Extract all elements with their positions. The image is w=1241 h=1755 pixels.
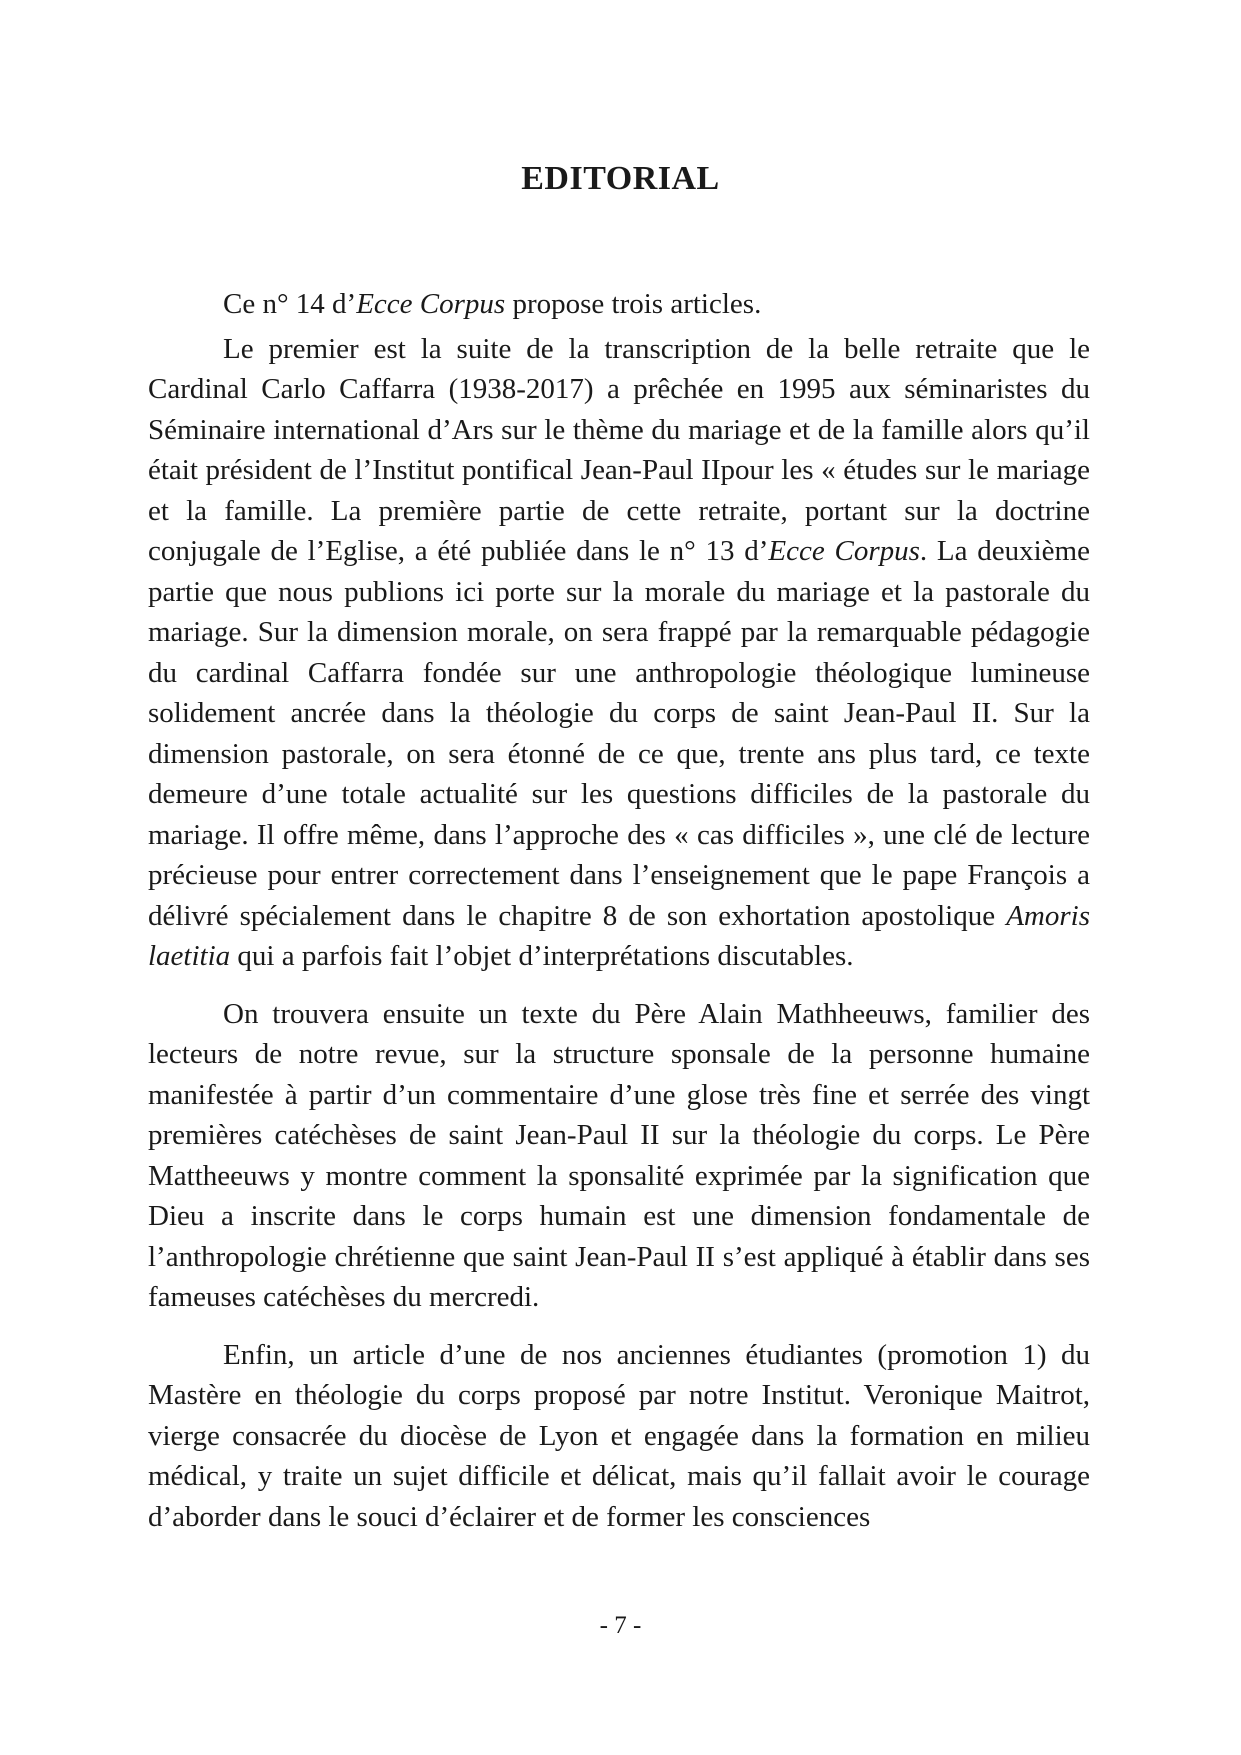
- paragraph-2-exhortation-title: Amoris laetitia: [148, 899, 1090, 972]
- paragraph-1-part-1: Ce n° 14 d’: [223, 288, 357, 320]
- paragraph-1-journal-title: Ecce Corpus: [356, 288, 506, 320]
- article-body: [148, 284, 1090, 1537]
- paragraph-2-part-1: Le premier est la suite de la transcription de la belle retraite que le Cardinal Carlo Caffarra (1938-2017) a prêchée en 1995 aux séminaristes du Séminaire international d’Ars sur le thème du mariage et de la famille alors qu’il était président de l’Institut pontifical Jean-Paul IIpour les « études sur le mariage et la famille. La première partie de cette retraite, portant sur la doctrine conjugale de l’Eglise, a été publiée dans le n° 13 d’: [148, 332, 1090, 567]
- paragraph-3-text: On trouvera ensuite un texte du Père Alain Mathheeuws, familier des lecteurs de notre revue, sur la structure sponsale de la personne humaine manifestée à partir d’un commentaire d’une glose très fine et serrée des vingt premières catéchèses de saint Jean-Paul II sur la théologie du corps. Le Père Mattheeuws y montre comment la sponsalité exprimée par la signification que Dieu a inscrite dans le corps humain est une dimension fondamentale de l’anthropologie chrétienne que saint Jean-Paul II s’est appliqué à établir dans ses fameuses catéchèses du mercredi.: [148, 997, 1090, 1313]
- page-number: - 7 -: [599, 1612, 642, 1639]
- paragraph-2: [148, 329, 1090, 977]
- paragraph-2-part-5: qui a parfois fait l’objet d’interprétations discutables.: [230, 940, 854, 972]
- paragraph-4: [148, 1335, 1090, 1538]
- paragraph-2-part-3: . La deuxième partie que nous publions ici porte sur la morale du mariage et la pastorale du mariage. Sur la dimension morale, on sera frappé par la remarquable pédagogie du cardinal Caffarra fondée sur une anthropologie théologique lumineuse solidement ancrée dans la théologie du corps de saint Jean-Paul II. Sur la dimension pastorale, on sera étonné de ce que, trente ans plus tard, ce texte demeure d’une totale actualité sur les questions difficiles de la pastorale du mariage. Il offre même, dans l’approche des « cas difficiles », une clé de lecture précieuse pour entrer correctement dans l’enseignement que le pape François a délivré spécialement dans le chapitre 8 de son exhortation apostolique: [148, 535, 1090, 932]
- paragraph-1: [148, 284, 1090, 325]
- paragraph-1-part-3: propose trois articles.: [505, 288, 762, 320]
- paragraph-2-journal-title: Ecce Corpus: [768, 535, 920, 567]
- paragraph-4-text: Enfin, un article d’une de nos anciennes étudiantes (promotion 1) du Mastère en théologie du corps proposé par notre Institut. Veronique Maitrot, vierge consacrée du diocèse de Lyon et engagée dans la formation en milieu médical, y traite un sujet difficile et délicat, mais qu’il fallait avoir le courage d’aborder dans le souci d’éclairer et de former les consciences: [148, 1338, 1090, 1533]
- paragraph-3: [148, 994, 1090, 1318]
- page-title: EDITORIAL: [521, 160, 720, 197]
